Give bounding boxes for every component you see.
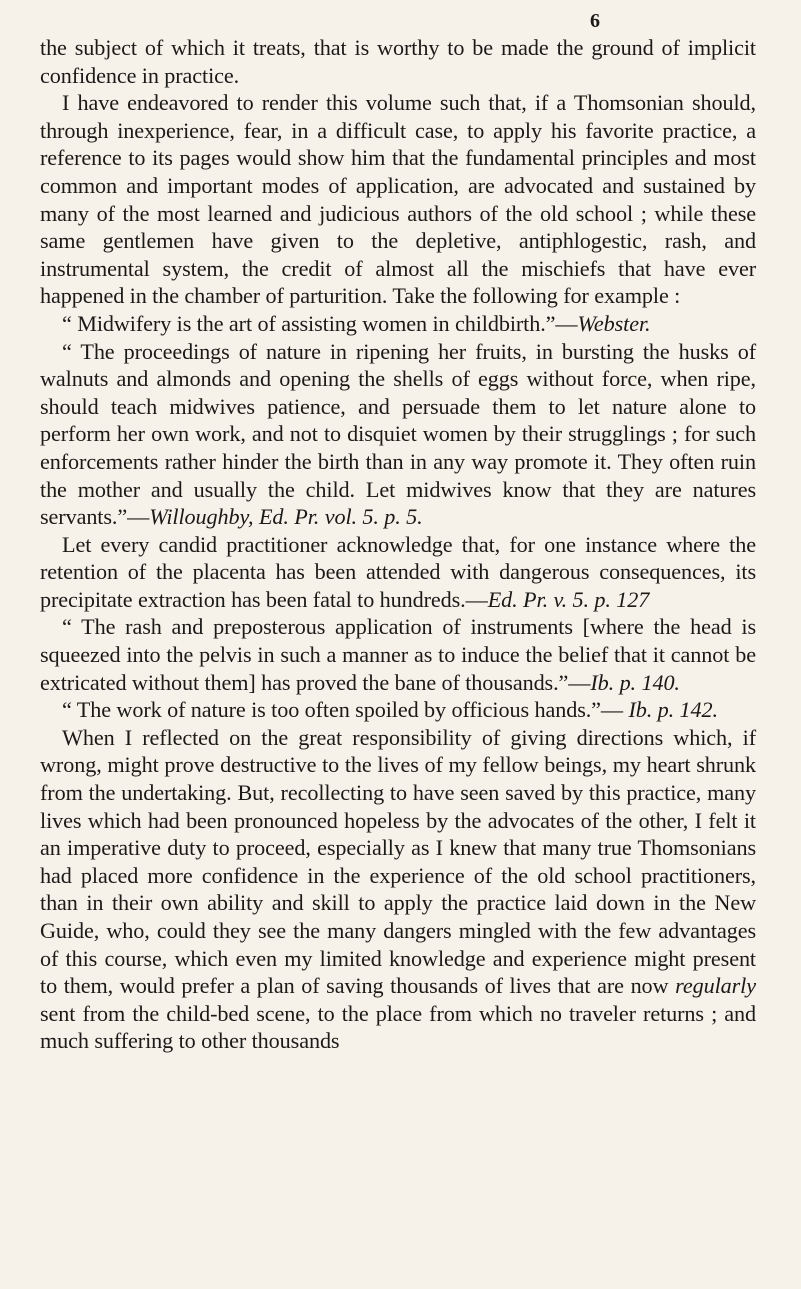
body-text	[40, 34, 756, 1055]
emphasis-text: regularly	[675, 973, 756, 999]
quote-willoughby	[40, 338, 756, 531]
quote-text: Let every candid practitioner acknowledge that, for one instance where the retention of the placenta has been attended with dangerous consequences, its precipitate extraction has been fatal to hundreds.—	[40, 531, 756, 612]
quote-text: “ The proceedings of nature in ripening her fruits, in bursting the husks of walnuts and almonds and opening the shells of eggs without force, when ripe, should teach midwives patience, and persuade them to let nature alone to perform her own work, and not to disquiet women by their strugglings ; for such enforcements rather hinder the birth than in any way promote it. They often ruin the mother and usually the child. Let midwives know that they are natures servants.”—	[40, 338, 756, 530]
quote-source: Ib. p. 140.	[590, 669, 680, 695]
quote-placenta	[40, 531, 756, 614]
quote-text: “ Midwifery is the art of assisting women in childbirth.”—	[62, 310, 578, 336]
paragraph-reflection	[40, 724, 756, 1055]
quote-source: Ed. Pr. v. 5. p. 127	[487, 586, 650, 612]
quote-webster	[40, 310, 756, 338]
quote-text: “ The rash and preposterous application of instruments [where the head is squeezed into the pelvis in such a manner as to induce the belief that it cannot be extricated without them] has proved the bane of thousands.”—	[40, 614, 756, 695]
quote-instruments	[40, 613, 756, 696]
page-number: 6	[590, 10, 600, 32]
quote-text: “ The work of nature is too often spoiled by officious hands.”—	[62, 697, 624, 723]
paragraph-tail: sent from the child-bed scene, to the place from which no traveler returns ; and much suffering to other thousands	[40, 1000, 756, 1054]
quote-source: Ib. p. 142.	[628, 697, 718, 723]
quote-officious-hands	[40, 696, 756, 724]
paragraph-continuation: the subject of which it treats, that is worthy to be made the ground of implicit confidence in practice.	[40, 35, 756, 88]
quote-source: Willoughby, Ed. Pr. vol. 5. p. 5.	[149, 504, 423, 530]
paragraph-intro: I have endeavored to render this volume such that, if a Thomsonian should, through inexperience, fear, in a difficult case, to apply his favorite practice, a reference to its pages would show him that the fundamental principles and most common and important modes of application, are advocated and sustained by many of the most learned and judicious authors of the old school ; while these same gentlemen have given to the depletive, antiphlogestic, rash, and instrumental system, the credit of almost all the mischiefs that have ever happened in the chamber of parturition. Take the following for example :	[40, 90, 756, 309]
quote-source: Webster.	[577, 310, 651, 336]
paragraph-text: When I reflected on the great responsibility of giving directions which, if wrong, might prove destructive to the lives of my fellow beings, my heart shrunk from the undertaking. But, recollecting to have seen saved by this practice, many lives which had been pronounced hopeless by the advocates of the other, I felt it an imperative duty to proceed, especially as I knew that many true Thomsonians had placed more confidence in the experience of the old school practitioners, than in their own ability and skill to apply the practice laid down in the New Guide, who, could they see the many dangers mingled with the few advantages of this course, which even my limited knowledge and experience might present to them, would prefer a plan of saving thousands of lives that are now	[40, 724, 756, 999]
